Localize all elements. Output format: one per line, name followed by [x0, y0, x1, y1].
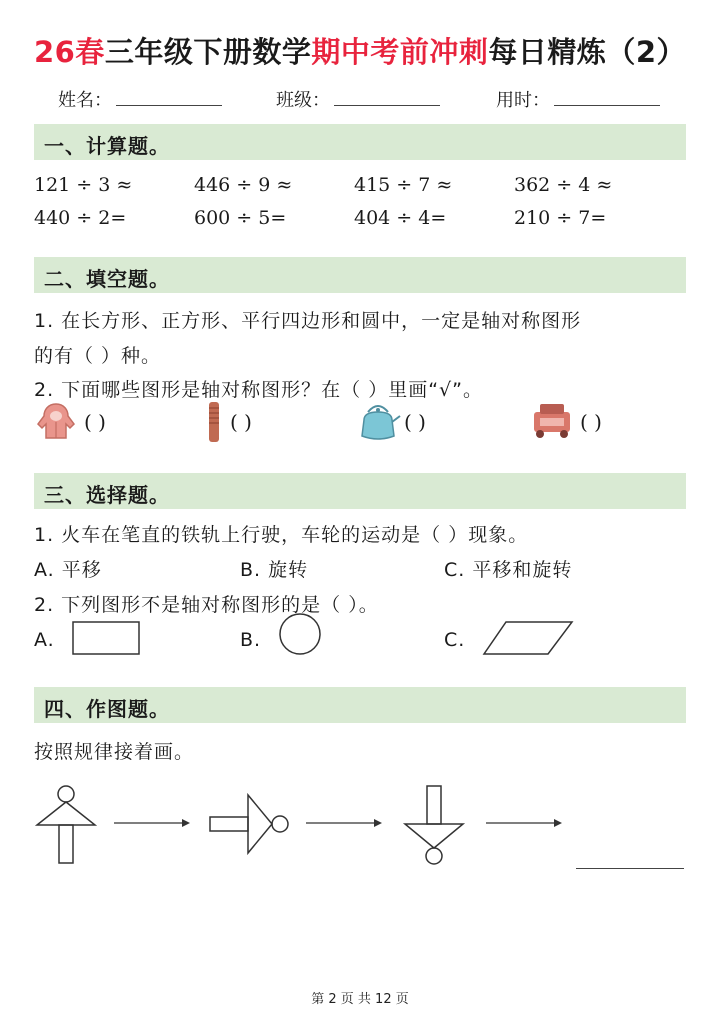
title-suffix: 每日精炼（2）	[488, 35, 687, 69]
pattern-figure-1	[34, 782, 98, 866]
title-year: 26春	[33, 35, 105, 69]
name-label: 姓名：	[58, 90, 112, 111]
calc-2-1: 440 ÷ 2=	[34, 207, 127, 229]
class-field[interactable]	[276, 86, 440, 112]
time-blank[interactable]	[554, 89, 660, 106]
calc-2-3: 404 ÷ 4=	[354, 207, 447, 229]
choice-q2: 2. 下列图形不是轴对称图形的是（ ）。	[34, 594, 379, 616]
blank-kettle[interactable]: ( )	[404, 410, 426, 434]
arrow-3	[486, 818, 562, 828]
choice-q1-option-a[interactable]: A. 平移	[34, 559, 102, 581]
parallelogram-shape	[482, 620, 574, 656]
choice-q1-option-c[interactable]: C. 平移和旋转	[444, 559, 573, 581]
calc-2-4: 210 ÷ 7=	[514, 207, 607, 229]
section-1-header	[34, 124, 686, 160]
arrow-1	[114, 818, 190, 828]
raincoat-icon	[34, 402, 78, 442]
circle-shape	[278, 613, 324, 657]
rectangle-shape	[72, 620, 142, 656]
calc-1-2: 446 ÷ 9 ≈	[194, 174, 293, 196]
section-2-header	[34, 257, 686, 293]
fill-q1-line2: 的有（ ）种。	[34, 345, 162, 367]
arrow-2	[306, 818, 382, 828]
choice-q2-option-c[interactable]: C.	[444, 629, 466, 651]
choice-q1: 1. 火车在笔直的铁轨上行驶，车轮的运动是（ ）现象。	[34, 524, 529, 546]
section-3-header	[34, 473, 686, 509]
calc-1-4: 362 ÷ 4 ≈	[514, 174, 613, 196]
choice-q2-option-a[interactable]: A.	[34, 629, 55, 651]
class-label: 班级：	[276, 90, 330, 111]
choice-q2-option-b[interactable]: B.	[240, 629, 262, 651]
fill-q1-line1: 1. 在长方形、正方形、平行四边形和圆中，一定是轴对称图形	[34, 310, 582, 332]
blank-raincoat[interactable]: ( )	[84, 410, 106, 434]
time-field[interactable]	[496, 86, 660, 112]
section-3-heading: 三、选择题。	[44, 483, 170, 507]
section-1-heading: 一、计算题。	[44, 134, 170, 158]
pattern-figure-3	[402, 784, 466, 868]
calc-2-2: 600 ÷ 5=	[194, 207, 287, 229]
section-4-heading: 四、作图题。	[44, 697, 170, 721]
time-label: 用时：	[496, 90, 550, 111]
fill-q2: 2. 下面哪些图形是轴对称图形？在（ ）里画“√”。	[34, 379, 484, 401]
pattern-figure-2	[208, 792, 292, 856]
calc-1-3: 415 ÷ 7 ≈	[354, 174, 453, 196]
name-blank[interactable]	[116, 89, 222, 106]
title-grade: 三年级下册数学	[104, 35, 312, 69]
jeep-icon	[530, 402, 574, 440]
choice-q1-option-b[interactable]: B. 旋转	[240, 559, 309, 581]
section-2-heading: 二、填空题。	[44, 267, 170, 291]
answer-line[interactable]	[576, 868, 684, 869]
page-number: 第 2 页 共 12 页	[311, 992, 409, 1007]
class-blank[interactable]	[334, 89, 440, 106]
blank-comb[interactable]: ( )	[230, 410, 252, 434]
comb-icon	[202, 400, 226, 444]
blank-jeep[interactable]: ( )	[580, 410, 602, 434]
name-field[interactable]	[58, 86, 222, 112]
kettle-icon	[356, 400, 400, 442]
title-highlight: 期中考前冲刺	[311, 35, 489, 69]
draw-instruction: 按照规律接着画。	[34, 741, 195, 763]
calc-1-1: 121 ÷ 3 ≈	[34, 174, 133, 196]
page-title	[0, 30, 720, 71]
section-4-header	[34, 687, 686, 723]
